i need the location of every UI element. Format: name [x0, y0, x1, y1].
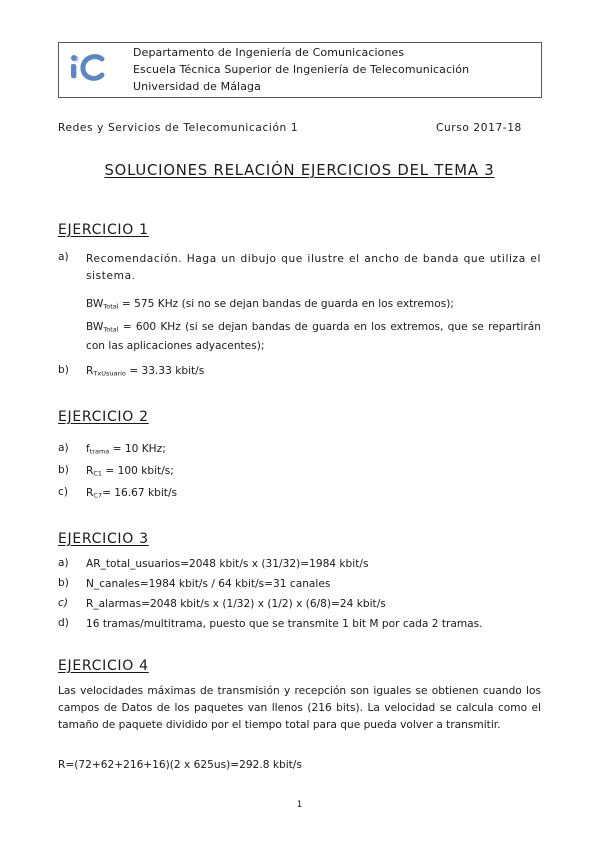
ejercicio-3-heading: EJERCICIO 3: [58, 531, 149, 547]
ej2-b-label: b): [58, 464, 69, 476]
course-name: Redes y Servicios de Telecomunicación 1: [58, 122, 299, 134]
ej3-c-text: R_alarmas=2048 kbit/s x (1/32) x (1/2) x (6/8)=24 kbit/s: [86, 598, 386, 610]
ej1-b-text: $R_{TxUsuario} = 33.33$ kbit/s: [86, 365, 205, 378]
ej3-b-label: b): [58, 577, 69, 589]
page-title: SOLUCIONES RELACIÓN EJERCICIOS DEL TEMA 3: [104, 162, 495, 179]
ej2-c-label: c): [58, 486, 68, 498]
ej2-c-text: $R_{C7}= 16.67$ kbit/s: [86, 487, 178, 500]
ej3-d-text: 16 tramas/multitrama, puesto que se transmite 1 bit M por cada 2 tramas.: [86, 618, 483, 630]
header-department: Departamento de Ingeniería de Comunicaciones: [133, 46, 405, 59]
ej1-a-label: a): [58, 251, 69, 263]
ej3-a-label: a): [58, 557, 69, 569]
university-logo: [64, 45, 112, 93]
ej1-bw-no-guard: $BW_{Total} = 575$ KHz (si no se dejan bandas de guarda en los extremos);: [86, 298, 454, 311]
course-year: Curso 2017-18: [436, 122, 522, 134]
ej1-a-text: Recomendación. Haga un dibujo que ilustre el ancho de banda que utiliza el sistema.: [86, 253, 541, 282]
header-university: Universidad de Málaga: [133, 80, 261, 93]
ej4-formula: R=(72+62+216+16)(2 x 625us)=292.8 kbit/s: [58, 759, 302, 771]
page-number: 1: [296, 800, 303, 810]
ej2-a-label: a): [58, 442, 69, 454]
ej1-bw-guard: $BW_{Total} = 600$ KHz (si se dejan bandas de guarda en los extremos, que se repartirán con las aplicaciones adyacentes);: [86, 321, 541, 352]
ejercicio-2-heading: EJERCICIO 2: [58, 409, 149, 425]
ej3-c-label: c): [58, 597, 68, 609]
ej2-b-text: $R_{C1} = 100$ kbit/s;: [86, 465, 174, 478]
ejercicio-1-heading: EJERCICIO 1: [58, 222, 149, 238]
header-school: Escuela Técnica Superior de Ingeniería de Telecomunicación: [133, 63, 470, 76]
ej3-b-text: N_canales=1984 kbit/s / 64 kbit/s=31 canales: [86, 578, 331, 590]
ejercicio-4-heading: EJERCICIO 4: [58, 658, 149, 674]
ej2-a-text: $f_{trama} = 10$ KHz;: [86, 443, 166, 456]
ej4-paragraph: Las velocidades máximas de transmisión y recepción son iguales se obtienen cuando los campos de Datos de los paquetes van llenos (216 bits). La velocidad se calcula como el tamaño de paquete dividido por el tiempo total para que pueda volver a transmitir.: [58, 685, 541, 731]
ej3-d-label: d): [58, 617, 69, 629]
ej3-a-text: AR_total_usuarios=2048 kbit/s x (31/32)=1984 kbit/s: [86, 558, 369, 570]
ej1-b-label: b): [58, 364, 69, 376]
